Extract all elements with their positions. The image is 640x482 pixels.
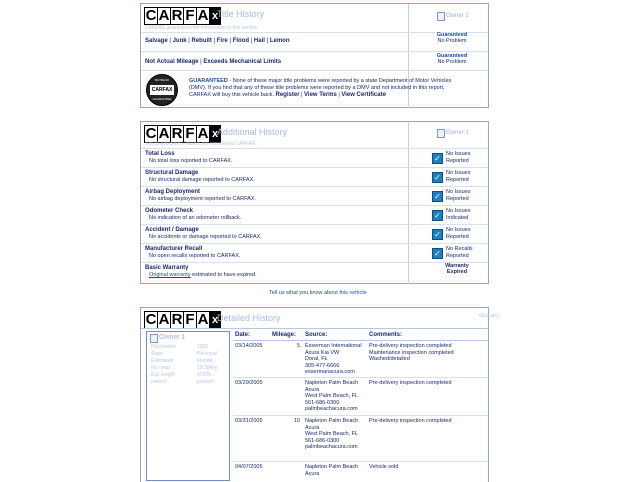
link-view-terms[interactable]: View Terms bbox=[304, 92, 337, 98]
checkmark-icon: ✓ bbox=[432, 191, 443, 202]
row-comment-line: Pre-delivery inspection completed bbox=[369, 343, 452, 349]
link-original-warranty[interactable]: Original warranty bbox=[149, 272, 191, 278]
owner-field-label: State: bbox=[151, 351, 165, 357]
owner-field-value: Florida bbox=[197, 358, 213, 364]
link-rebuilt[interactable]: Rebuilt bbox=[191, 38, 212, 44]
carfax-logo bbox=[144, 7, 221, 25]
row-source-line: West Palm Beach, FL bbox=[305, 431, 359, 437]
link-not-actual-mileage[interactable]: Not Actual Mileage bbox=[145, 59, 199, 65]
status-guaranteed: Guaranteed No Problem bbox=[436, 53, 468, 65]
logo-letter: A bbox=[158, 311, 170, 328]
logo-letter: x bbox=[211, 10, 219, 22]
row-source-line: 561-686-0300 bbox=[305, 399, 340, 406]
row-source-line: palmbeachacura.com bbox=[305, 444, 358, 450]
logo-letter: x bbox=[211, 314, 219, 326]
checkmark-icon: ✓ bbox=[432, 248, 443, 259]
checkmark-icon: ✓ bbox=[432, 172, 443, 183]
row-date: 03/14/2005 bbox=[235, 343, 263, 349]
history-row-desc: No indication of an odometer rollback. bbox=[149, 215, 242, 221]
history-row-desc: No airbag deployment reported to CARFAX. bbox=[149, 196, 257, 202]
row-source-line: 561-686-0300 bbox=[305, 437, 340, 444]
section-subtitle: CARFAX guarantees the information in this section bbox=[145, 25, 258, 31]
tell-us-link[interactable]: Tell us what you know about this vehicle bbox=[269, 290, 367, 296]
history-row-title: Accident / Damage bbox=[145, 227, 199, 233]
link-view-certificate[interactable]: View Certificate bbox=[341, 92, 386, 98]
owner-field-value: 2005 bbox=[197, 344, 209, 350]
logo-letter: F bbox=[185, 7, 195, 24]
logo-letter: A bbox=[197, 311, 209, 328]
history-row-status: No Issues Reported bbox=[446, 189, 471, 202]
logo-letter: C bbox=[145, 7, 157, 24]
history-row-title: Odometer Check bbox=[145, 208, 194, 214]
link-exceeds-mechanical-limits[interactable]: Exceeds Mechanical Limits bbox=[203, 59, 282, 65]
row-source-line: Napleton Palm Beach bbox=[305, 380, 359, 386]
owner-icon bbox=[437, 129, 445, 138]
history-row-status: No Issues Indicated bbox=[446, 208, 471, 221]
title-problems-links: Salvage | Junk | Rebuilt | Fire | Flood | Hail | Lemon bbox=[145, 38, 290, 44]
row-mileage: 5 bbox=[296, 343, 300, 349]
owner-field-value: present bbox=[197, 379, 214, 385]
owner-field-value: 4/7/05 - bbox=[197, 372, 214, 378]
logo-letter: x bbox=[211, 128, 219, 140]
logo-letter: F bbox=[185, 125, 195, 142]
link-salvage[interactable]: Salvage bbox=[145, 38, 168, 44]
row-source-line: 305-477-6666 bbox=[305, 362, 340, 369]
buyback-guarantee-badge: BUYBACK CARFAX GUARANTEE bbox=[146, 74, 178, 106]
link-flood[interactable]: Flood bbox=[232, 38, 250, 44]
logo-letter: C bbox=[145, 311, 157, 328]
owner-label: Owner 1 bbox=[446, 13, 469, 19]
history-row-status: No Issues Reported bbox=[446, 170, 471, 183]
section-title: Detailed History bbox=[217, 313, 281, 323]
logo-letter: A bbox=[197, 125, 209, 142]
status-guaranteed: Guaranteed No Problem bbox=[436, 32, 468, 44]
row-comment-line: Pre-delivery inspection completed bbox=[369, 418, 452, 424]
mileage-problems-links: Not Actual Mileage | Exceeds Mechanical Limits bbox=[145, 59, 282, 65]
owner-field-label: Est. length bbox=[151, 372, 175, 378]
row-comment-line: Washed/detailed bbox=[369, 356, 410, 362]
owner-icon bbox=[437, 12, 445, 21]
row-source-line: West Palm Beach, FL bbox=[305, 393, 359, 399]
logo-letter: R bbox=[171, 125, 183, 142]
section-title: Title History bbox=[217, 9, 265, 19]
detailed-history-panel bbox=[140, 307, 499, 482]
owner-field-label: mi / year: bbox=[151, 365, 172, 371]
row-date: 04/07/2005 bbox=[235, 464, 263, 470]
guarantee-text: GUARANTEED - None of these major title problems were reported by a state Department of Motor Vehicles (DMV). If you find that any of these title problems were reported by a DMV and not included in this report, CARFAX will buy this vehicle back. Register | View Terms | View Certificate bbox=[189, 78, 452, 98]
additional-history-panel bbox=[140, 121, 489, 284]
history-row-desc: No total loss reported to CARFAX. bbox=[149, 158, 233, 164]
row-source-line: Napleton Palm Beach bbox=[305, 418, 359, 424]
row-source-line: Napleton Palm Beach bbox=[305, 464, 359, 470]
logo-letter: F bbox=[185, 311, 195, 328]
history-row-desc: No accidents or damage reported to CARFAX. bbox=[149, 234, 262, 240]
col-comments: Comments: bbox=[369, 332, 403, 338]
history-row-title: Total Loss bbox=[145, 151, 175, 157]
title-history-panel bbox=[140, 3, 489, 108]
owner-summary-box bbox=[146, 331, 230, 481]
glossary-link[interactable]: Glossary bbox=[479, 313, 499, 319]
section-subtitle: Not all accidents / issues are reported to CARFAX bbox=[145, 141, 256, 147]
link-hail[interactable]: Hail bbox=[253, 38, 265, 44]
row-source-line: Esserman International bbox=[305, 343, 362, 349]
row-source-line: palmbeachacura.com bbox=[305, 406, 358, 412]
link-junk[interactable]: Junk bbox=[172, 38, 187, 44]
row-source-line: essermanacura.com bbox=[305, 369, 355, 375]
owner-field-value: 15,384/yr bbox=[197, 365, 218, 371]
history-row-status: No Issues Reported bbox=[446, 151, 471, 164]
row-source-line: Acura bbox=[305, 386, 320, 393]
logo-letter: R bbox=[171, 7, 183, 24]
col-date: Date: bbox=[235, 332, 251, 338]
logo-letter: A bbox=[158, 7, 170, 24]
row-comment-line: Pre-delivery inspection completed bbox=[369, 380, 452, 386]
history-row-status: No Issues Reported bbox=[446, 227, 471, 240]
row-source-line: Acura bbox=[305, 424, 320, 431]
checkmark-icon: ✓ bbox=[432, 210, 443, 221]
owner-field-value: Personal bbox=[197, 351, 217, 357]
history-row-status: No Recalls Reported bbox=[446, 246, 473, 259]
owner-field-label: Estimated bbox=[151, 358, 174, 364]
warranty-status: Warranty Expired bbox=[445, 263, 469, 275]
badge-logo-text: CARFAX bbox=[151, 87, 173, 93]
history-row-desc: No structural damage reported to CARFAX. bbox=[149, 177, 255, 183]
row-source-line: Acura bbox=[305, 470, 320, 477]
logo-letter: A bbox=[158, 125, 170, 142]
logo-letter: C bbox=[145, 125, 157, 142]
logo-letter: R bbox=[171, 311, 183, 328]
row-comment-line: Vehicle sold bbox=[369, 464, 399, 470]
history-row-title: Manufacturer Recall bbox=[145, 246, 203, 252]
row-comment-line: Maintenance inspection completed bbox=[369, 349, 454, 356]
col-mileage: Mileage: bbox=[272, 332, 297, 338]
col-source: Source: bbox=[305, 332, 328, 338]
checkmark-icon: ✓ bbox=[432, 153, 443, 164]
warranty-title: Basic Warranty bbox=[145, 265, 189, 271]
link-fire[interactable]: Fire bbox=[216, 38, 228, 44]
owner-icon bbox=[150, 334, 158, 343]
link-register[interactable]: Register bbox=[275, 92, 300, 98]
owner-field-label: Purchased: bbox=[151, 344, 177, 350]
checkmark-icon: ✓ bbox=[432, 229, 443, 240]
owner-label: Owner 1 bbox=[159, 334, 186, 341]
owner-field-label: owned: bbox=[151, 379, 168, 385]
section-title: Additional History bbox=[217, 127, 288, 137]
carfax-logo bbox=[144, 311, 221, 329]
history-row-title: Structural Damage bbox=[145, 170, 199, 176]
history-row-desc: No open recalls reported to CARFAX. bbox=[149, 253, 241, 259]
row-source-line: Doral, FL bbox=[305, 356, 328, 362]
owner-label: Owner 1 bbox=[446, 130, 469, 136]
row-date: 03/31/2005 bbox=[235, 418, 263, 424]
row-date: 03/29/2005 bbox=[235, 380, 263, 386]
history-row-title: Airbag Deployment bbox=[145, 189, 201, 195]
link-lemon[interactable]: Lemon bbox=[269, 38, 290, 44]
warranty-desc: Original warranty estimated to have expired. bbox=[149, 272, 257, 278]
row-source-line: Acura Kia VW bbox=[305, 349, 340, 356]
logo-letter: A bbox=[197, 7, 209, 24]
row-mileage: 10 bbox=[293, 418, 300, 424]
